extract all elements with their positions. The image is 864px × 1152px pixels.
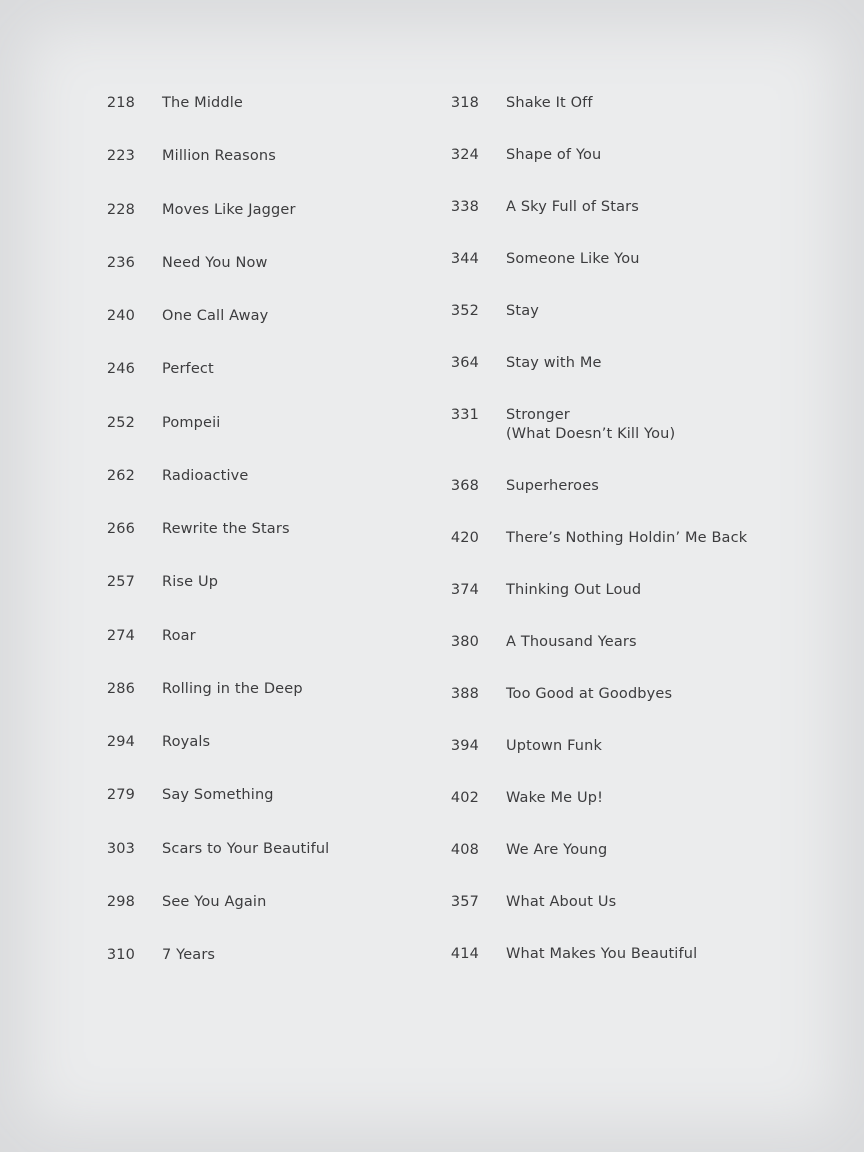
song-title: We Are Young xyxy=(506,842,608,858)
song-title: One Call Away xyxy=(162,308,269,324)
page-number: 294 xyxy=(106,734,135,750)
page-number: 380 xyxy=(450,634,479,650)
song-title: The Middle xyxy=(162,95,243,111)
page-number: 420 xyxy=(450,530,479,546)
song-title: See You Again xyxy=(162,893,267,910)
page-number: 394 xyxy=(450,738,479,754)
page-number: 318 xyxy=(450,95,479,111)
page-number: 236 xyxy=(106,254,135,271)
page-number: 338 xyxy=(450,199,479,215)
song-title: Too Good at Goodbyes xyxy=(506,686,673,702)
song-title: Rewrite the Stars xyxy=(162,521,290,537)
song-title: Million Reasons xyxy=(162,148,276,165)
page-number: 279 xyxy=(106,787,135,804)
song-title-continued: (What Doesn’t Kill You) xyxy=(506,426,676,442)
page-number: 223 xyxy=(106,148,135,165)
song-title: Stronger xyxy=(506,407,570,423)
page-number: 266 xyxy=(106,521,135,537)
page-number: 257 xyxy=(106,574,135,591)
song-title: Uptown Funk xyxy=(506,738,603,754)
song-title: What Makes You Beautiful xyxy=(506,946,698,962)
page-number: 368 xyxy=(450,478,479,494)
song-title: Rolling in the Deep xyxy=(162,680,303,697)
page-number: 408 xyxy=(450,842,479,858)
page-number: 352 xyxy=(450,303,479,319)
song-title: Roar xyxy=(162,627,196,644)
song-title: Shape of You xyxy=(506,147,602,163)
song-title: Superheroes xyxy=(506,478,599,494)
page-number: 240 xyxy=(106,308,135,324)
page-number: 331 xyxy=(450,407,479,423)
page-number: 357 xyxy=(450,894,479,910)
song-title: A Thousand Years xyxy=(506,634,637,650)
page-number: 246 xyxy=(106,361,135,378)
page-number: 274 xyxy=(106,627,135,644)
page-number: 228 xyxy=(106,201,135,218)
song-title: Royals xyxy=(162,734,211,750)
page-number: 303 xyxy=(106,840,135,857)
page-number: 344 xyxy=(450,251,479,267)
song-title: Thinking Out Loud xyxy=(506,582,642,598)
page-number: 402 xyxy=(450,790,479,806)
page-number: 218 xyxy=(106,95,135,111)
page-number: 252 xyxy=(106,414,135,431)
song-title: Scars to Your Beautiful xyxy=(162,840,330,857)
song-title: A Sky Full of Stars xyxy=(506,199,639,215)
page-number: 364 xyxy=(450,355,479,371)
song-title: Need You Now xyxy=(162,254,268,271)
page-number: 324 xyxy=(450,147,479,163)
page-number: 286 xyxy=(106,680,135,697)
song-title: Someone Like You xyxy=(506,251,640,267)
song-title: Pompeii xyxy=(162,414,221,431)
page-number: 310 xyxy=(106,947,135,963)
song-title: Moves Like Jagger xyxy=(162,201,296,218)
song-title: Rise Up xyxy=(162,574,219,591)
page-number: 414 xyxy=(450,946,479,962)
page-number: 262 xyxy=(106,467,135,484)
page-number: 388 xyxy=(450,686,479,702)
song-title: What About Us xyxy=(506,894,617,910)
song-title: Radioactive xyxy=(162,467,249,484)
page-number: 374 xyxy=(450,582,479,598)
song-title: Shake It Off xyxy=(506,95,593,111)
song-title: Say Something xyxy=(162,787,274,804)
song-title: There’s Nothing Holdin’ Me Back xyxy=(506,530,748,546)
song-title: Stay with Me xyxy=(506,355,602,371)
song-title: Stay xyxy=(506,303,539,319)
song-title: Wake Me Up! xyxy=(506,790,604,806)
song-title: 7 Years xyxy=(162,947,216,963)
page-number: 298 xyxy=(106,893,135,910)
song-title: Perfect xyxy=(162,361,214,378)
